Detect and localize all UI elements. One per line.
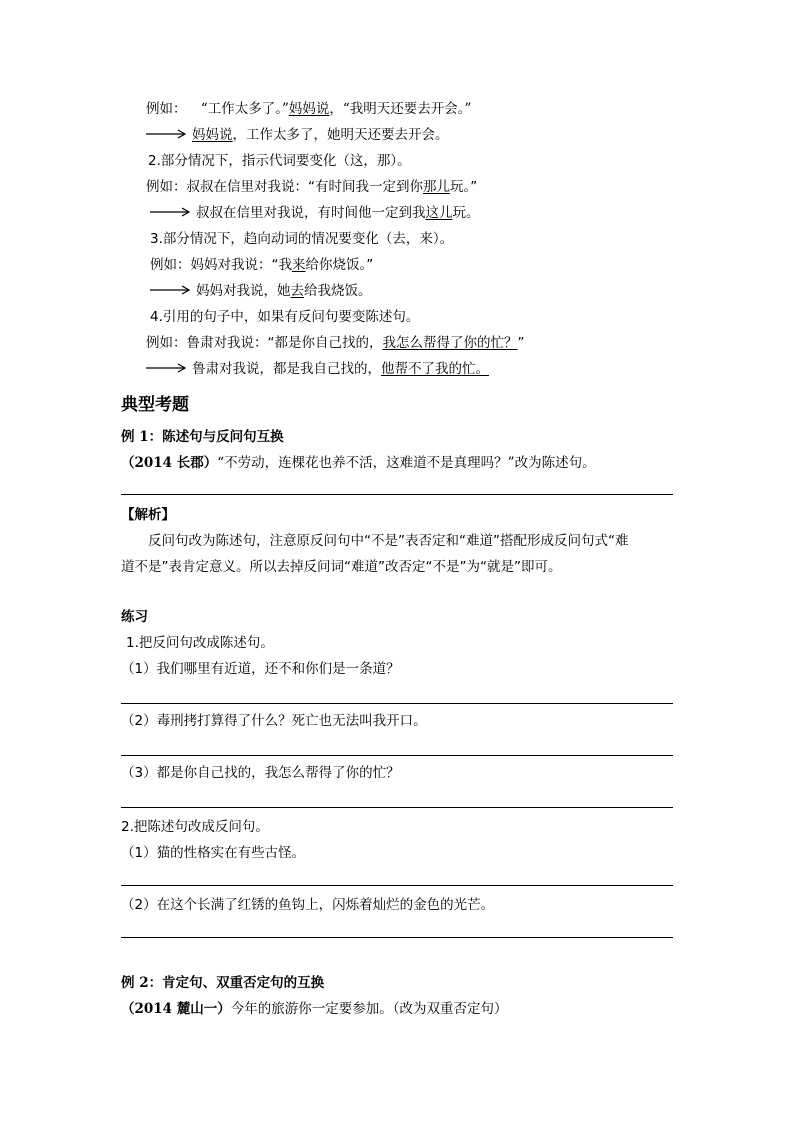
question-text: “不劳动，连棵花也养不活，这难道不是真理吗？”改为陈述句。	[217, 455, 596, 471]
arrow-icon	[150, 206, 190, 218]
section-title: 典型考题	[121, 395, 189, 415]
underlined-speaker: 妈妈说	[192, 127, 233, 143]
example-answer-3	[150, 282, 372, 300]
arrow-icon	[150, 284, 190, 296]
question-source: （2014 麓山一）	[121, 1001, 231, 1017]
underlined-word: 来	[292, 257, 306, 273]
answer-text: 叔叔在信里对我说，有时间他一定到我	[196, 205, 426, 221]
quote-text: ，“我明天还要去开会。”	[329, 101, 472, 117]
underlined-speaker: 妈妈说	[288, 101, 330, 117]
question-source: （2014 长郡）	[121, 455, 218, 471]
example-line-3	[150, 256, 373, 274]
answer-text: ，工作太多了，她明天还要去开会。	[232, 127, 449, 143]
underlined-phrase: 我怎么帮得了你的忙？	[382, 335, 518, 351]
practice-title: 练习	[121, 609, 148, 625]
example-text: 给你烧饭。”	[305, 257, 374, 273]
example-1-question	[121, 454, 596, 472]
rule-2: 2.部分情况下，指示代词要变化（这，那）。	[148, 153, 411, 169]
underlined-word: 去	[290, 283, 304, 299]
example-text: 例如：叔叔在信里对我说：“有时间我一定到你	[146, 179, 423, 195]
rule-3: 3.部分情况下，趋向动词的情况要变化（去，来）。	[150, 231, 454, 247]
example-text: 玩。”	[450, 179, 478, 195]
example-answer-1	[146, 126, 449, 144]
example-answer-4	[146, 360, 489, 378]
example-prefix: 例如：	[146, 101, 187, 117]
practice-q2: 2.把陈述句改成反问句。	[121, 819, 269, 835]
answer-text: 玩。	[452, 205, 480, 221]
example-2-question	[121, 1000, 508, 1018]
underlined-word: 这儿	[425, 205, 453, 221]
answer-text: 鲁肃对我说，都是我自己找的，	[192, 361, 381, 377]
arrow-icon	[146, 362, 186, 374]
arrow-icon	[146, 128, 186, 140]
practice-q1-2: （2）毒刑拷打算得了什么？死亡也无法叫我开口。	[121, 713, 427, 729]
analysis-label: 【解析】	[121, 507, 175, 523]
answer-line	[121, 755, 673, 756]
answer-text: 妈妈对我说，她	[196, 283, 291, 299]
answer-line	[121, 885, 673, 886]
practice-q1-3: （3）都是你自己找的，我怎么帮得了你的忙？	[121, 765, 400, 781]
answer-line	[121, 807, 673, 808]
example-line-1	[146, 100, 471, 118]
practice-q2-1: （1）猫的性格实在有些古怪。	[121, 845, 306, 861]
practice-q1: 1.把反问句改成陈述句。	[126, 635, 274, 651]
example-1-title: 例 1：陈述句与反问句互换	[121, 429, 284, 445]
answer-line	[121, 494, 673, 495]
example-line-2	[146, 178, 477, 196]
example-2-title: 例 2：肯定句、双重否定句的互换	[121, 975, 325, 991]
answer-line	[121, 703, 673, 704]
analysis-line-2: 道不是”表肯定意义。所以去掉反问词“难道”改否定“不是”为“就是”即可。	[121, 559, 562, 575]
underlined-word: 那儿	[423, 179, 450, 195]
analysis-line-1: 反问句改为陈述句，注意原反问句中“不是”表否定和“难道”搭配形成反问句式“难	[148, 533, 629, 549]
example-line-4	[146, 334, 525, 352]
practice-q1-1: （1）我们哪里有近道，还不和你们是一条道？	[121, 661, 400, 677]
example-answer-2	[150, 204, 480, 222]
example-text: 例如：鲁肃对我说：“都是你自己找的，	[146, 335, 383, 351]
example-text: 例如：妈妈对我说：“我	[150, 257, 292, 273]
underlined-phrase: 他帮不了我的忙。	[381, 361, 489, 377]
example-text: ”	[517, 335, 525, 351]
question-text: 今年的旅游你一定要参加。（改为双重否定句）	[230, 1001, 508, 1017]
quote-text: “工作太多了。”	[200, 101, 289, 117]
answer-text: 给我烧饭。	[304, 283, 372, 299]
rule-4: 4.引用的句子中，如果有反问句要变陈述句。	[150, 309, 420, 325]
answer-line	[121, 937, 673, 938]
practice-q2-2: （2）在这个长满了红锈的鱼钩上，闪烁着灿烂的金色的光芒。	[121, 897, 495, 913]
